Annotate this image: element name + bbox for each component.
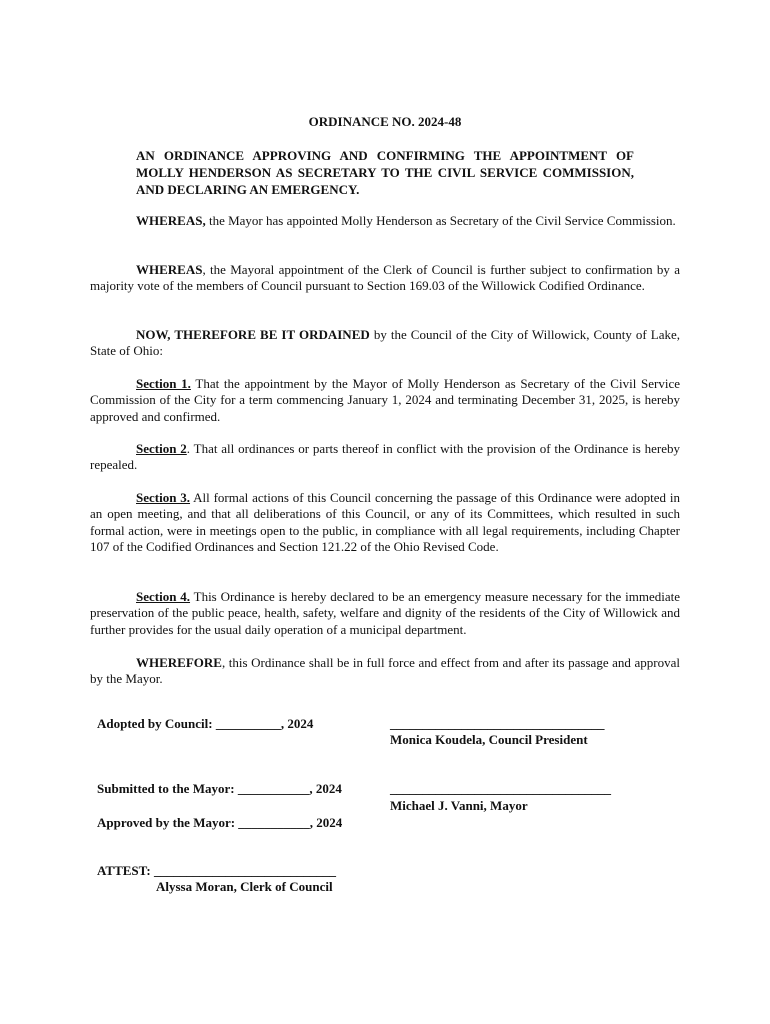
section-label: Section 2: [136, 441, 187, 456]
section-4-paragraph: [90, 589, 680, 638]
section-text: . That all ordinances or parts thereof in conflict with the provision of the Ordinance is hereby repealed.: [90, 441, 680, 473]
whereas-paragraph-2: [90, 262, 680, 295]
whereas-lead: WHEREAS: [136, 262, 203, 277]
section-text: This Ordinance is hereby declared to be an emergency measure necessary for the immediate preservation of the public peace, health, safety, welfare and dignity of the residents of the City of Willowick and further provides for the usual daily operation of a municipal department.: [90, 589, 680, 637]
whereas-text: the Mayor has appointed Molly Henderson as Secretary of the Civil Service Commission.: [205, 213, 676, 228]
mayor-name: Michael J. Vanni, Mayor: [390, 798, 528, 813]
section-3-paragraph: [90, 490, 680, 556]
wherefore-text: , this Ordinance shall be in full force and effect from and after its passage and approval by the Mayor.: [90, 655, 680, 687]
wherefore-paragraph: [90, 655, 680, 688]
adopted-by-council-line: Adopted by Council: __________, 2024: [97, 716, 314, 731]
section-2-paragraph: [90, 441, 680, 474]
wherefore-lead: WHEREFORE: [136, 655, 222, 670]
council-president-name: Monica Koudela, Council President: [390, 732, 588, 747]
clerk-of-council-name: Alyssa Moran, Clerk of Council: [156, 879, 333, 894]
section-1-paragraph: [90, 376, 680, 425]
section-label: Section 4.: [136, 589, 191, 604]
ordained-text: by the Council of the City of Willowick, County of Lake, State of Ohio:: [90, 327, 680, 359]
attest-line: ATTEST: ____________________________: [97, 863, 336, 878]
ordained-lead: NOW, THEREFORE BE IT ORDAINED: [136, 327, 370, 342]
ordained-paragraph: [90, 327, 680, 360]
whereas-paragraph-1: [90, 213, 680, 229]
mayor-signature-line: __________________________________: [390, 781, 611, 796]
council-president-signature-line: _________________________________: [390, 716, 605, 731]
approved-by-mayor-line: Approved by the Mayor: ___________, 2024: [97, 815, 343, 830]
section-text: That the appointment by the Mayor of Molly Henderson as Secretary of the Civil Service Commission of the City for a term commencing January 1, 2024 and terminating December 31, 2025, is hereby approved and confirmed.: [90, 376, 680, 424]
section-label: Section 3.: [136, 490, 191, 505]
submitted-to-mayor-line: Submitted to the Mayor: ___________, 2024: [97, 781, 342, 796]
section-label: Section 1.: [136, 376, 191, 391]
section-text: All formal actions of this Council concerning the passage of this Ordinance were adopted in an open meeting, and that all deliberations of this Council, or any of its Committees, which resulted in such formal action, were in meetings open to the public, in compliance with all legal requirements, including Chapter 107 of the Codified Ordinances and Section 121.22 of the Ohio Revised Code.: [90, 490, 680, 555]
ordinance-heading: AN ORDINANCE APPROVING AND CONFIRMING THE APPOINTMENT OF MOLLY HENDERSON AS SECRETARY TO THE CIVIL SERVICE COMMISSION, AND DECLARING AN EMERGENCY.: [136, 148, 634, 197]
whereas-text: , the Mayoral appointment of the Clerk of Council is further subject to confirmation by a majority vote of the members of Council pursuant to Section 169.03 of the Willowick Codified Ordinance.: [90, 262, 680, 294]
whereas-lead: WHEREAS,: [136, 213, 206, 228]
ordinance-number: ORDINANCE NO. 2024-48: [308, 114, 462, 129]
